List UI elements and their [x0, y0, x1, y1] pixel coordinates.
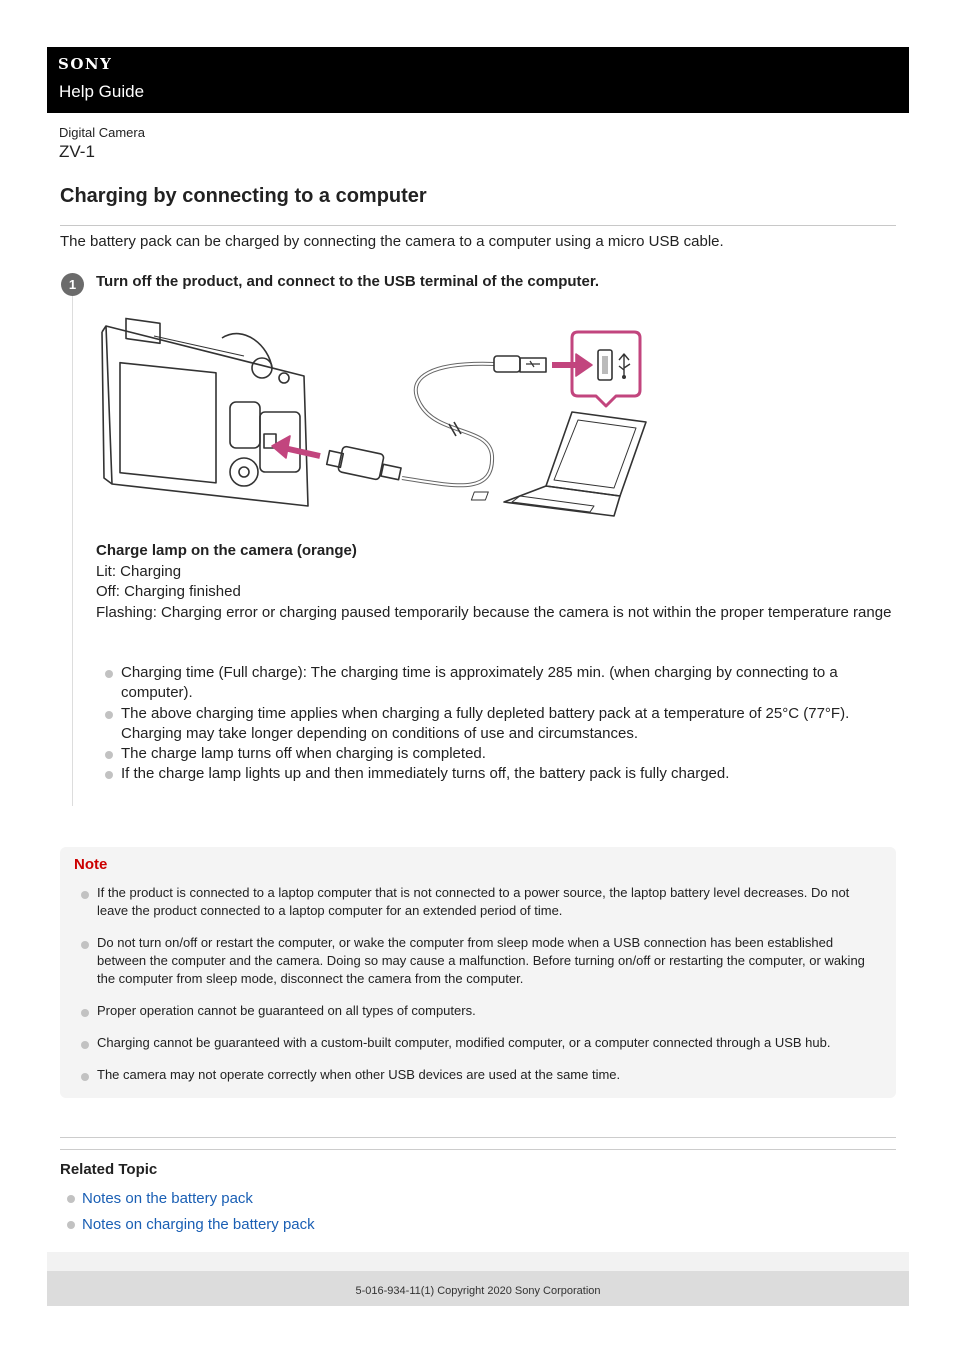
note-item: Charging cannot be guaranteed with a custom-built computer, modified computer, or a computer connected through a USB hub. [80, 1034, 880, 1052]
footer [47, 1271, 909, 1306]
footer-spacer [47, 1252, 909, 1271]
charge-lamp-flashing: Flashing: Charging error or charging paused temporarily because the camera is not within the proper temperature range [96, 603, 892, 621]
product-model: ZV-1 [59, 142, 95, 161]
section-divider [60, 1149, 896, 1150]
guide-title: Help Guide [59, 82, 145, 101]
site-header [47, 47, 909, 113]
bullet-icon [67, 1195, 75, 1203]
note-title: Note [74, 856, 108, 873]
page-title: Charging by connecting to a computer [60, 185, 427, 207]
micro-usb-plug-icon [327, 446, 401, 480]
related-link-battery-pack[interactable]: Notes on the battery pack [82, 1190, 253, 1207]
bullet-icon [67, 1221, 75, 1229]
note-item: Do not turn on/off or restart the computer, or wake the computer from sleep mode when a USB connection has been established between the computer and the camera. Doing so may cause a malfunction. Before turning on/off or restarting the computer, or waking the computer from sleep mode, disconnect the camera from the computer. [80, 934, 880, 988]
bullet-icon [81, 1009, 89, 1017]
charge-lamp-title: Charge lamp on the camera (orange) [96, 542, 357, 559]
related-link-item [66, 1212, 315, 1238]
charge-lamp-off: Off: Charging finished [96, 583, 241, 600]
note-box [60, 847, 896, 1098]
bullet-icon [105, 771, 113, 779]
laptop-icon [471, 412, 646, 516]
step-instruction: Turn off the product, and connect to the USB terminal of the computer. [96, 273, 600, 290]
camera-icon [102, 318, 308, 506]
list-item: The above charging time applies when charging a fully depleted battery pack at a temperature of 25°C (77°F). Charging may take longer depending on conditions of use and circumstances. [104, 704, 894, 745]
intro-text: The battery pack can be charged by connecting the camera to a computer using a micro USB cable. [60, 233, 724, 250]
list-item: If the charge lamp lights up and then immediately turns off, the battery pack is fully charged. [104, 764, 894, 784]
bullet-icon [105, 751, 113, 759]
copyright-text: 5-016-934-11(1) Copyright 2020 Sony Corporation [355, 1285, 601, 1297]
list-item: Charging time (Full charge): The charging time is approximately 285 min. (when charging by connecting to a computer). [104, 663, 894, 704]
note-list [80, 884, 880, 1098]
charging-info-list [104, 663, 894, 785]
note-item: The camera may not operate correctly when other USB devices are used at the same time. [80, 1066, 880, 1084]
note-item: Proper operation cannot be guaranteed on all types of computers. [80, 1002, 880, 1020]
camera-computer-illustration [94, 306, 650, 522]
bullet-icon [81, 941, 89, 949]
brand-logo: SONY [58, 55, 113, 73]
product-category: Digital Camera [59, 125, 145, 140]
step-guide-line [72, 296, 73, 806]
bullet-icon [81, 1073, 89, 1081]
step-number-badge: 1 [61, 273, 84, 296]
charge-lamp-info [96, 541, 896, 623]
bullet-icon [81, 1041, 89, 1049]
bullet-icon [105, 670, 113, 678]
section-divider [60, 1137, 896, 1138]
title-divider [60, 225, 896, 226]
related-topic-title: Related Topic [60, 1161, 158, 1178]
usb-a-plug-icon [494, 356, 546, 372]
related-link-charging-battery-pack[interactable]: Notes on charging the battery pack [82, 1216, 315, 1233]
charge-lamp-lit: Lit: Charging [96, 562, 182, 580]
related-topic-list [66, 1186, 315, 1238]
list-item: The charge lamp turns off when charging is completed. [104, 744, 894, 764]
bullet-icon [105, 711, 113, 719]
bullet-icon [81, 891, 89, 899]
related-link-item [66, 1186, 315, 1212]
note-item: If the product is connected to a laptop computer that is not connected to a power source, the laptop battery level decreases. Do not leave the product connected to a laptop computer for an extended period of time. [80, 884, 880, 920]
